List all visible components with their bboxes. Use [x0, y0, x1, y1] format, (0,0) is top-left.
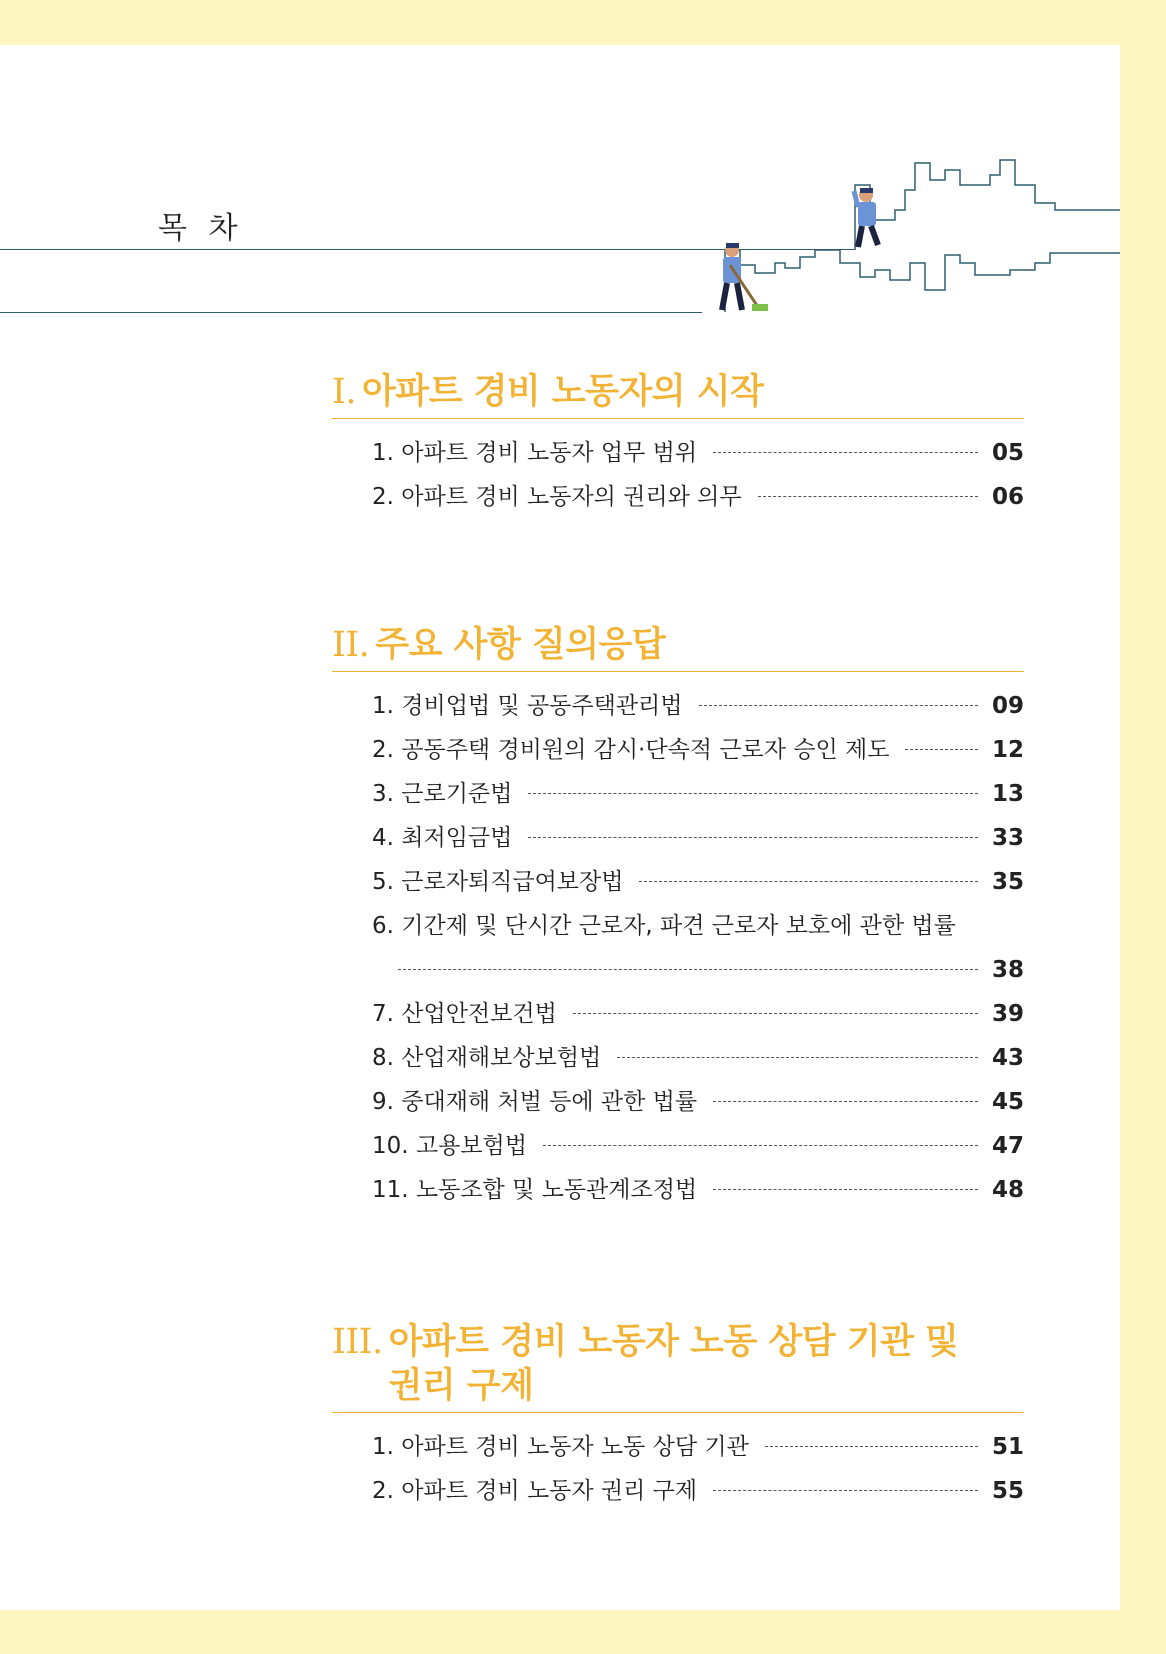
section-number: I. [332, 372, 356, 412]
entry-page-number: 35 [991, 869, 1024, 895]
entry-label: 1. 아파트 경비 노동자 노동 상담 기관 [372, 1434, 749, 1460]
section-rule [332, 671, 1024, 672]
section-heading [332, 1320, 1024, 1408]
guard-sweeping-figure [722, 243, 768, 311]
entry-page-number: 38 [991, 957, 1024, 983]
entry-label: 3. 근로기준법 [372, 781, 513, 807]
entry-page-number: 47 [991, 1133, 1024, 1159]
toc-entry[interactable] [372, 684, 1024, 728]
dot-leader [713, 1490, 978, 1491]
entry-label: 1. 경비업법 및 공동주택관리법 [372, 693, 683, 719]
entry-label: 8. 산업재해보상보험법 [372, 1045, 602, 1071]
toc-entry-continuation[interactable] [372, 948, 1024, 992]
dot-leader [765, 1446, 978, 1447]
toc-entry[interactable] [372, 1080, 1024, 1124]
section-rule [332, 418, 1024, 419]
dot-leader [699, 705, 979, 706]
dot-leader [713, 452, 978, 453]
entry-label: 4. 최저임금법 [372, 825, 513, 851]
entry-page-number: 09 [991, 693, 1024, 719]
section-heading [332, 370, 1024, 414]
dot-leader [713, 1189, 978, 1190]
entry-label: 2. 공동주택 경비원의 감시·단속적 근로자 승인 제도 [372, 737, 890, 763]
entry-page-number: 39 [991, 1001, 1024, 1027]
dot-leader [758, 496, 978, 497]
entry-page-number: 05 [991, 440, 1024, 466]
entry-page-number: 51 [991, 1434, 1024, 1460]
guard-on-phone-figure [854, 188, 878, 247]
toc-entry[interactable] [372, 431, 1024, 475]
dot-leader [573, 1013, 978, 1014]
entry-label: 2. 아파트 경비 노동자의 권리와 의무 [372, 484, 742, 510]
toc-section-2 [332, 623, 1024, 1212]
section-title: 아파트 경비 노동자 노동 상담 기관 및 권리 구제 [388, 1322, 959, 1406]
entry-label: 2. 아파트 경비 노동자 권리 구제 [372, 1478, 698, 1504]
entry-page-number: 13 [991, 781, 1024, 807]
dot-leader [528, 837, 978, 838]
dot-leader [617, 1057, 978, 1058]
section-title: 아파트 경비 노동자의 시작 [361, 372, 764, 412]
dot-leader [905, 749, 978, 750]
entry-page-number: 55 [991, 1478, 1024, 1504]
entry-page-number: 43 [991, 1045, 1024, 1071]
dot-leader [398, 969, 978, 970]
entry-page-number: 12 [991, 737, 1024, 763]
section-number: II. [332, 625, 370, 665]
section-heading [332, 623, 1024, 667]
entry-page-number: 48 [991, 1177, 1024, 1203]
entry-label: 6. 기간제 및 단시간 근로자, 파견 근로자 보호에 관한 법률 [372, 913, 956, 939]
toc-entry[interactable] [372, 1425, 1024, 1469]
dot-leader [543, 1145, 978, 1146]
toc-entry[interactable] [372, 1469, 1024, 1513]
section-rule [332, 1412, 1024, 1413]
toc-section-1 [332, 370, 1024, 519]
entry-label: 5. 근로자퇴직급여보장법 [372, 869, 624, 895]
entry-page-number: 45 [991, 1089, 1024, 1115]
entry-label: 10. 고용보험법 [372, 1133, 527, 1159]
document-page [0, 45, 1120, 1610]
toc-entry[interactable] [372, 816, 1024, 860]
page-title: 목 차 [158, 211, 244, 246]
dot-leader [713, 1101, 978, 1102]
toc-entry[interactable] [372, 904, 1024, 948]
entry-label: 7. 산업안전보건법 [372, 1001, 557, 1027]
toc-entry[interactable] [372, 1124, 1024, 1168]
toc-entry[interactable] [372, 1036, 1024, 1080]
section-number: III. [332, 1322, 383, 1362]
section-title: 주요 사항 질의응답 [375, 625, 666, 665]
toc-entry[interactable] [372, 1168, 1024, 1212]
entry-label: 11. 노동조합 및 노동관계조정법 [372, 1177, 698, 1203]
entry-label: 9. 중대재해 처벌 등에 관한 법률 [372, 1089, 698, 1115]
toc-section-3 [332, 1320, 1024, 1513]
toc-entry[interactable] [372, 475, 1024, 519]
toc-entry[interactable] [372, 772, 1024, 816]
entry-page-number: 33 [991, 825, 1024, 851]
entry-page-number: 06 [991, 484, 1024, 510]
entry-label: 1. 아파트 경비 노동자 업무 범위 [372, 440, 698, 466]
skyline-illustration [690, 155, 1120, 320]
toc-entry[interactable] [372, 992, 1024, 1036]
toc-entry[interactable] [372, 860, 1024, 904]
dot-leader [528, 793, 978, 794]
dot-leader [639, 881, 978, 882]
toc-entry[interactable] [372, 728, 1024, 772]
header-rule-bottom [0, 312, 702, 313]
